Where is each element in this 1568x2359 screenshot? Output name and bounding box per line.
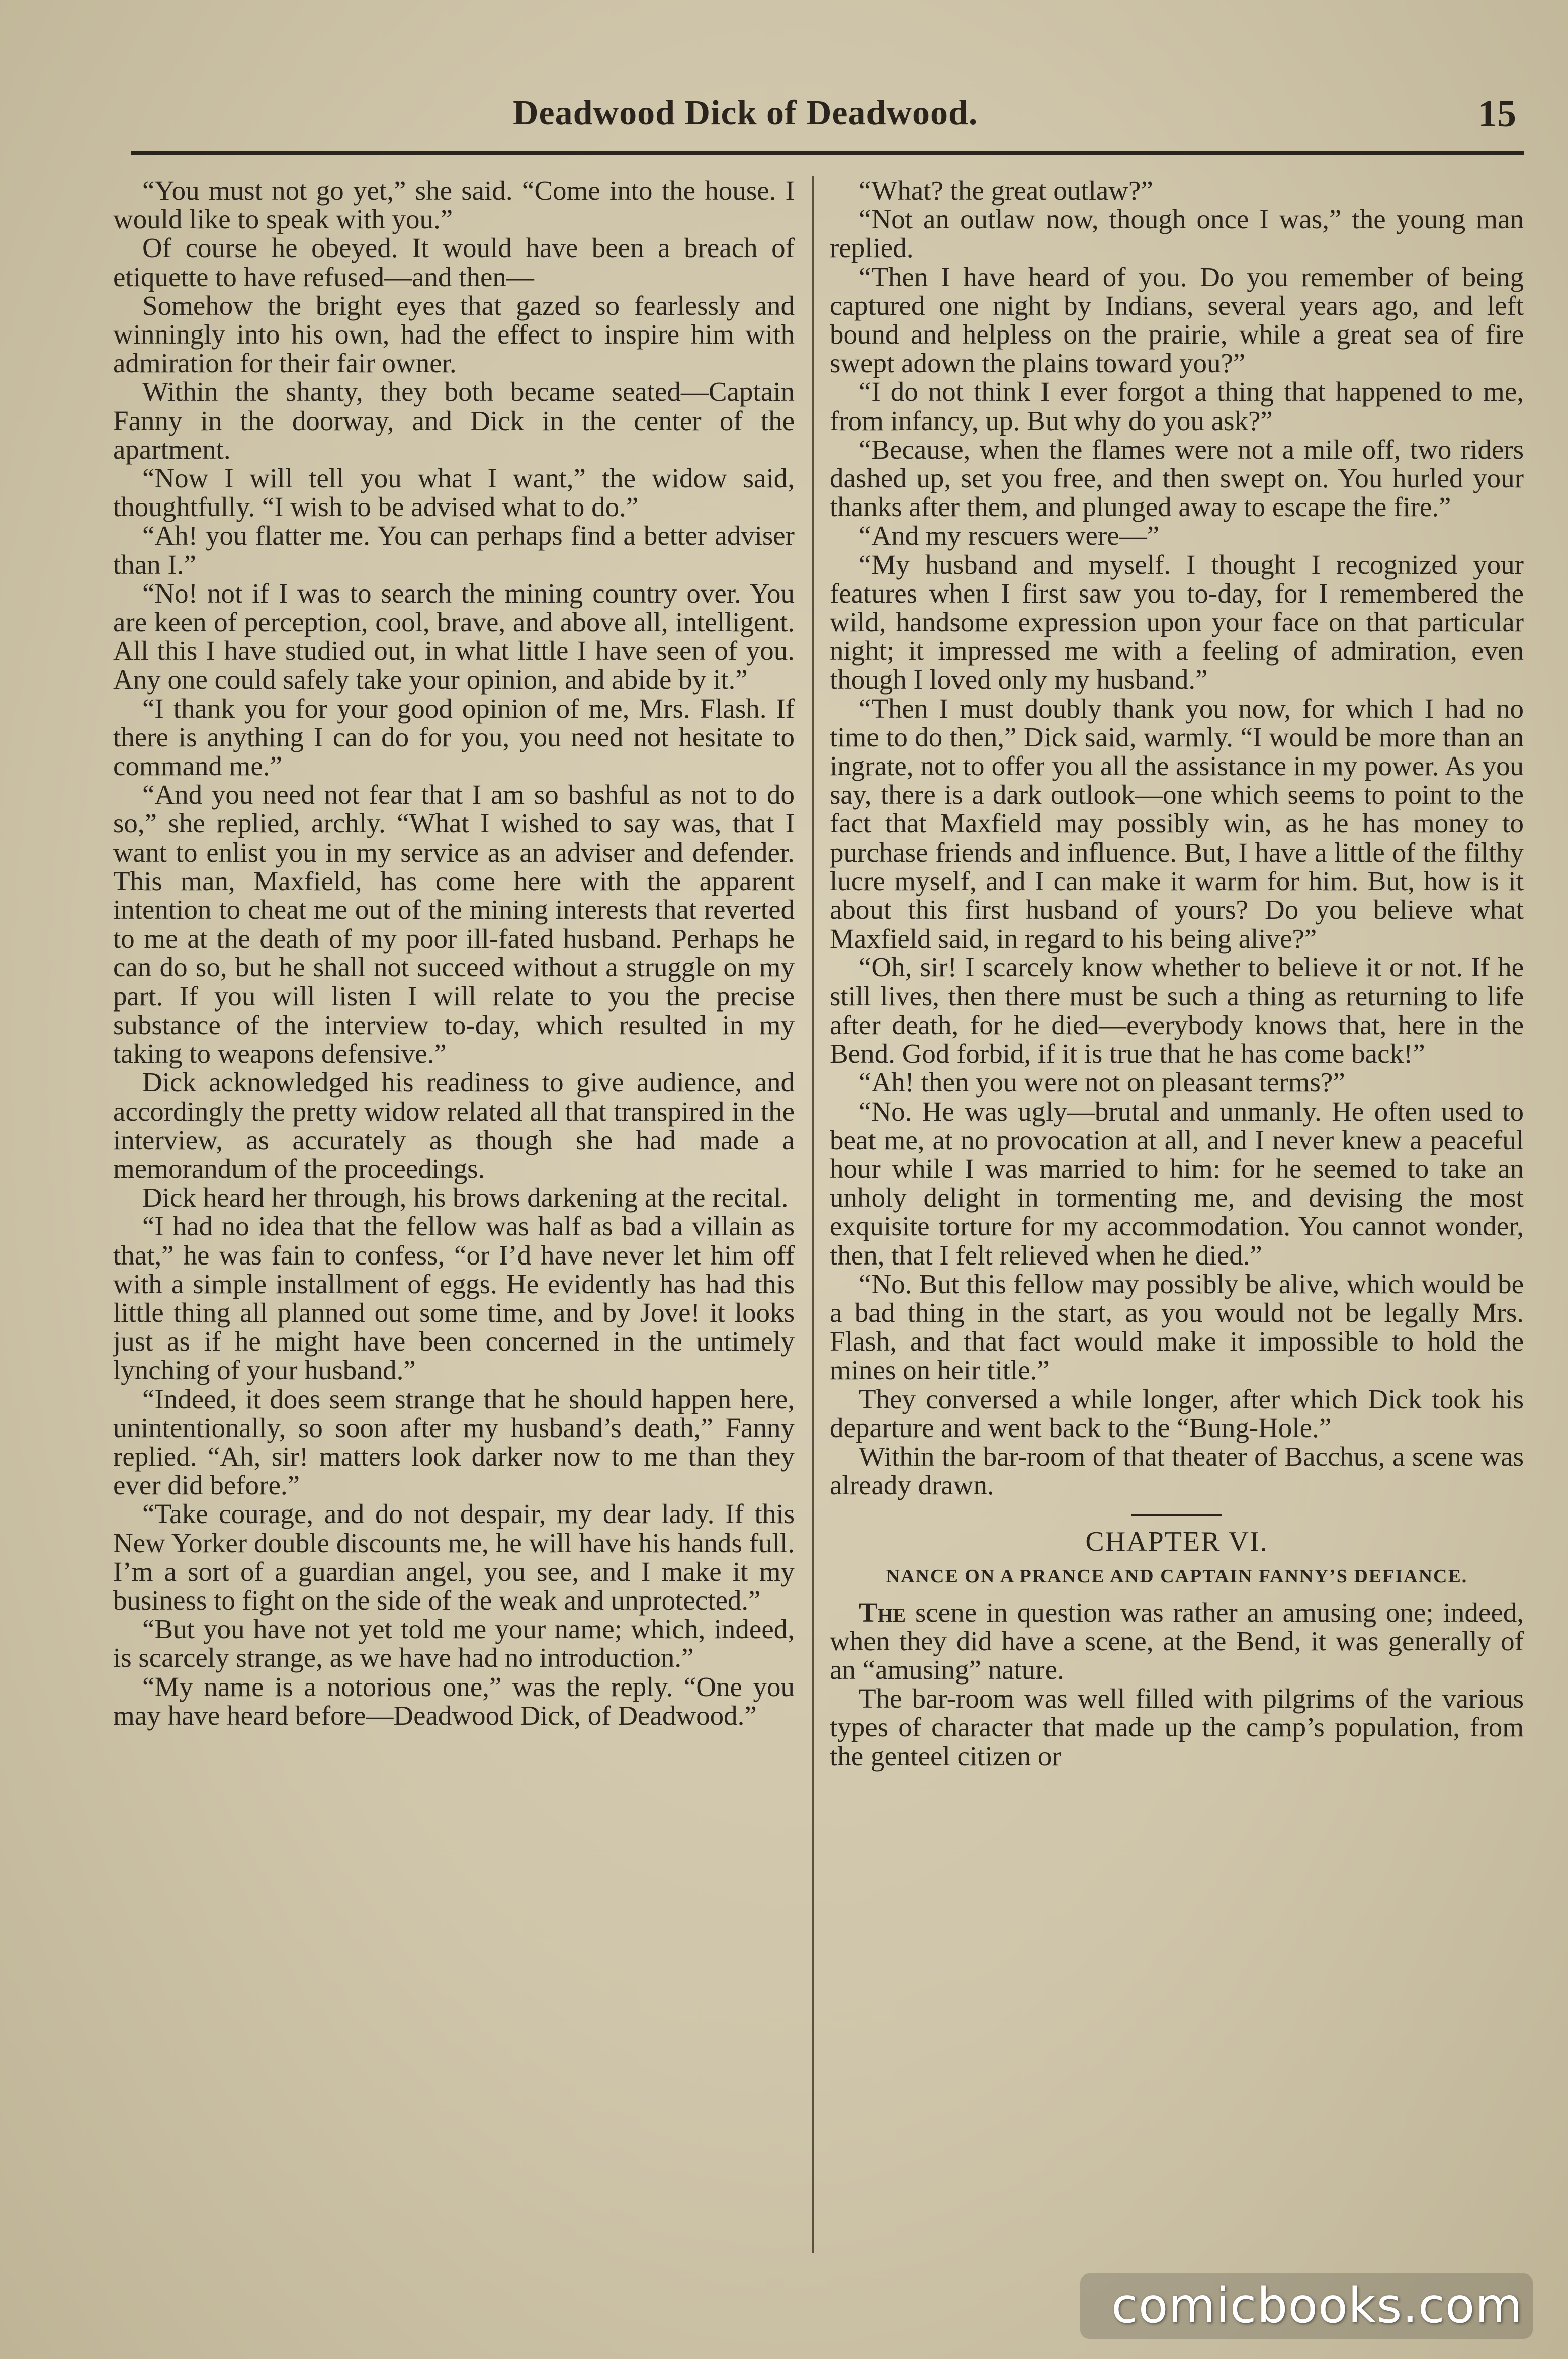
- paragraph: “And my rescuers were—”: [859, 520, 1160, 551]
- paragraph: Dick heard her through, his brows darkening at the recital.: [142, 1182, 789, 1213]
- paragraph: “No! not if I was to search the mining country over. You are keen of perception, cool, brave, and above all, intelligent. All this I have studied out, in what little I have seen of you. Any one could safely take your opinion, and abide by it.”: [113, 577, 795, 695]
- paragraph: “Then I have heard of you. Do you remember of being captured one night by Indians, several years ago, and left bound and helpless on the prairie, while a great sea of fire swept adown the plains toward you?”: [830, 261, 1524, 379]
- chapter-heading-block: [830, 1514, 1524, 1588]
- paragraph: The bar-room was well filled with pilgrims of the various types of character that made up the camp’s population, from the genteel citizen or: [830, 1683, 1524, 1772]
- paragraph-text: scene in question was rather an amusing one; indeed, when they did have a scene, at the Bend, it was generally of an “amusing” nature.: [830, 1596, 1524, 1685]
- header-rule: [131, 151, 1524, 155]
- paragraph: “Indeed, it does seem strange that he should happen here, unintentionally, so soon after my husband’s death,” Fanny replied. “Ah, sir! matters look darker now to me than they ever did before.”: [113, 1383, 795, 1501]
- paragraph: “Ah! then you were not on pleasant terms?”: [859, 1067, 1345, 1098]
- paragraph: “I thank you for your good opinion of me, Mrs. Flash. If there is anything I can do for you, you need not hesitate to command me.”: [113, 693, 795, 782]
- watermark: [1080, 2273, 1533, 2339]
- column-divider: [812, 176, 814, 2253]
- paragraph: Somehow the bright eyes that gazed so fearlessly and winningly into his own, had the effect to inspire him with admiration for their fair owner.: [113, 290, 795, 379]
- chapter-rule: [1131, 1514, 1222, 1516]
- watermark-text: comicbooks.com: [1111, 2278, 1523, 2334]
- paragraph: “I do not think I ever forgot a thing that happened to me, from infancy, up. But why do you ask?”: [830, 376, 1524, 436]
- paragraph: “And you need not fear that I am so bashful as not to do so,” she replied, archly. “What I wished to say was, that I want to enlist you in my service as an adviser and defender. This man, Maxfield, has come here with the apparent intention to cheat me out of the mining interests that reverted to me at the death of my poor ill-fated husband. Perhaps he can do so, but he shall not succeed without a struggle on my part. If you will listen I will relate to you the precise substance of the interview to-day, which resulted in my taking to weapons defensive.”: [113, 779, 795, 1069]
- paragraph: “Oh, sir! I scarcely know whether to believe it or not. If he still lives, then there must be such a thing as returning to life after death, for he died—everybody knows that, here in the Bend. God forbid, if it is true that he has come back!”: [830, 952, 1524, 1069]
- paragraph: “Ah! you flatter me. You can perhaps find a better adviser than I.”: [113, 520, 795, 580]
- paragraph: “What? the great outlaw?”: [859, 176, 1153, 206]
- chapter-subtitle: NANCE ON A PRANCE AND CAPTAIN FANNY’S DEFIANCE.: [886, 1565, 1468, 1587]
- paragraph: Dick acknowledged his readiness to give audience, and accordingly the pretty widow related all that transpired in the interview, as accurately as though she had made a memorandum of the proceedings.: [113, 1067, 795, 1184]
- paragraph: “You must not go yet,” she said. “Come into the house. I would like to speak with you.”: [113, 176, 795, 235]
- paragraph: “I had no idea that the fellow was half as bad a villain as that,” he was fain to confess, “or I’d have never let him off with a simple installment of eggs. He evidently has had this little thing all planned out some time, and by Jove! it looks just as if he might have been concerned in the untimely lynching of your husband.”: [113, 1211, 795, 1386]
- paragraph: Within the bar-room of that theater of Bacchus, a scene was already drawn.: [830, 1441, 1524, 1501]
- running-title: Deadwood Dick of Deadwood.: [513, 94, 978, 132]
- right-column: [830, 176, 1524, 2253]
- paragraph: “No. But this fellow may possibly be alive, which would be a bad thing in the start, as you would not be legally Mrs. Flash, and that fact would make it impossible to hold the mines on heir title.”: [830, 1268, 1524, 1386]
- paragraph: “Take courage, and do not despair, my dear lady. If this New Yorker double discounts me, he will have his hands full. I’m a sort of a guardian angel, you see, and I make it my business to fight on the side of the weak and unprotected.”: [113, 1498, 795, 1616]
- paragraph: Of course he obeyed. It would have been a breach of etiquette to have refused—and then—: [113, 232, 795, 292]
- paragraph: “Then I must doubly thank you now, for which I had no time to do then,” Dick said, warmly. “I would be more than an ingrate, not to offer you all the assistance in my power. As you say, there is a dark outlook—one which seems to point to the fact that Maxfield may possibly win, as he has money to purchase friends and influence. But, I have a little of the filthy lucre myself, and I can make it warm for him. But, how is it about this first husband of yours? Do you believe what Maxfield said, in regard to his being alive?”: [830, 693, 1524, 954]
- paragraph: “My name is a notorious one,” was the reply. “One you may have heard before—Deadwood Dick, of Deadwood.”: [113, 1671, 795, 1731]
- page-number: 15: [1478, 93, 1516, 135]
- paragraph: [830, 1598, 1524, 1684]
- paragraph: They conversed a while longer, after which Dick took his departure and went back to the “Bung-Hole.”: [830, 1383, 1524, 1443]
- chapter-heading: CHAPTER VI.: [1085, 1526, 1268, 1558]
- chapter-opening-word: The: [859, 1596, 906, 1628]
- paragraph: “Because, when the flames were not a mile off, two riders dashed up, set you free, and then swept on. You hurled your thanks after them, and plunged away to escape the fire.”: [830, 434, 1524, 523]
- paragraph: “My husband and myself. I thought I recognized your features when I first saw you to-day, for I remembered the wild, handsome expression upon your face on that particular night; it impressed me with a feeling of admiration, even though I loved only my husband.”: [830, 549, 1524, 695]
- paragraph: “Not an outlaw now, though once I was,” the young man replied.: [830, 204, 1524, 264]
- page-header: [116, 83, 1529, 143]
- paragraph: “But you have not yet told me your name; which, indeed, is scarcely strange, as we have had no introduction.”: [113, 1614, 795, 1673]
- paragraph: “No. He was ugly—brutal and unmanly. He often used to beat me, at no provocation at all, and I never knew a peaceful hour while I was married to him: for he seemed to take an unholy delight in tormenting me, and devising the most exquisite torture for my accommodation. You cannot wonder, then, that I felt relieved when he died.”: [830, 1096, 1524, 1271]
- paragraph: Within the shanty, they both became seated—Captain Fanny in the doorway, and Dick in the center of the apartment.: [113, 376, 795, 465]
- paragraph: “Now I will tell you what I want,” the widow said, thoughtfully. “I wish to be advised what to do.”: [113, 463, 795, 523]
- left-column: [113, 176, 795, 2253]
